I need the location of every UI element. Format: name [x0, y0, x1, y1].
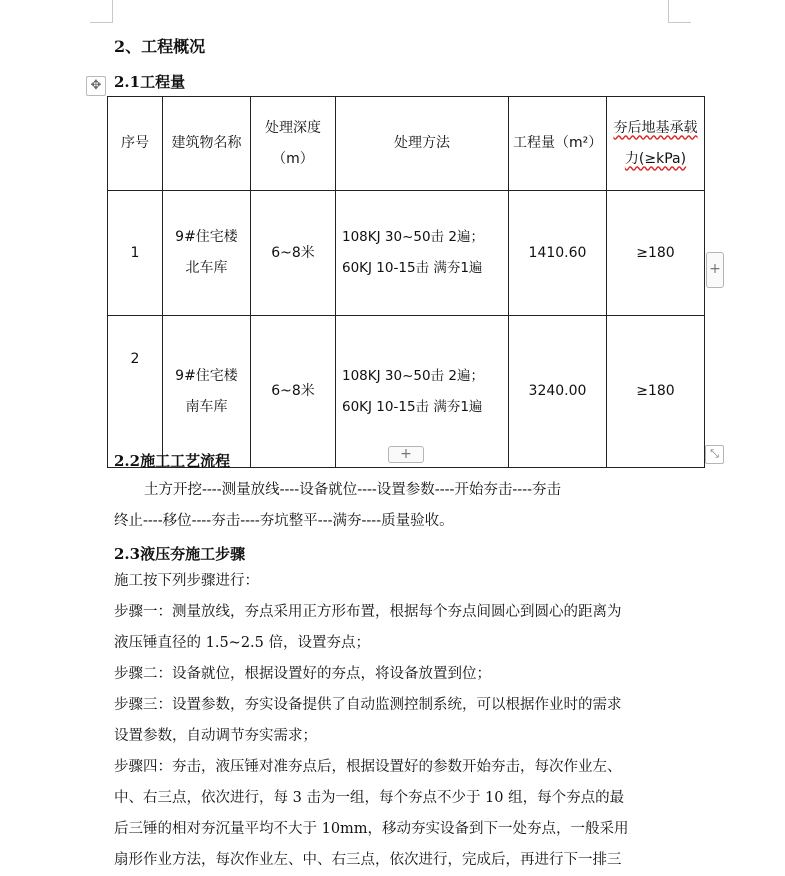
process-flow-paragraph	[114, 475, 674, 537]
table-resize-icon[interactable]: ⤡	[705, 445, 724, 464]
table-move-icon[interactable]: ✥	[86, 76, 106, 96]
cell-amount[interactable]: 3240.00	[509, 316, 607, 468]
cell-method-line1: 108KJ 30~50击 2遍；	[342, 367, 484, 384]
header-cell[interactable]: 处理方法	[336, 97, 509, 191]
step-four-line: 扇形作业方法，每次作业左、中、右三点，依次进行，完成后，再进行下一排三	[114, 852, 622, 868]
cell-building[interactable]	[163, 316, 251, 468]
step-four-line: 中、右三点，依次进行，每 3 击为一组，每个夯点不少于 10 组，每个夯点的最	[114, 790, 625, 806]
table-header-row	[108, 97, 705, 191]
cell-building-line2: 南车库	[185, 398, 228, 415]
header-cell[interactable]: 序号	[108, 97, 163, 191]
quantity-table	[107, 96, 705, 468]
cell-building-line1: 9#住宅楼	[175, 229, 238, 245]
cell-capacity[interactable]: ≥180	[607, 191, 705, 316]
header-cell[interactable]: 处理深度（m）	[251, 97, 336, 191]
header-cell-capacity[interactable]	[607, 97, 705, 191]
add-column-button[interactable]: +	[706, 252, 724, 288]
cell-building-line1: 9#住宅楼	[175, 367, 238, 384]
cell-capacity[interactable]: ≥180	[607, 316, 705, 468]
heading-process-flow: 2.2施工工艺流程	[114, 452, 231, 470]
heading-quantities: 2.1工程量	[114, 73, 186, 91]
add-row-button[interactable]: +	[388, 446, 424, 463]
page-corner-mark-left	[90, 0, 113, 23]
header-cell[interactable]: 建筑物名称	[163, 97, 251, 191]
header-cell-capacity-text: 夯后地基承载力(≥kPa)	[613, 119, 698, 167]
step-two-line: 步骤二：设备就位，根据设置好的夯点，将设备放置到位；	[114, 666, 491, 682]
cell-building-line2: 北车库	[185, 260, 228, 276]
header-cell[interactable]: 工程量（m²）	[509, 97, 607, 191]
cell-method[interactable]	[336, 191, 509, 316]
cell-depth[interactable]: 6~8米	[251, 191, 336, 316]
cell-method-line2: 60KJ 10-15击 满夯1遍	[342, 398, 483, 415]
table-row	[108, 191, 705, 316]
cell-depth[interactable]: 6~8米	[251, 316, 336, 468]
cell-method-line1: 108KJ 30~50击 2遍；	[342, 229, 484, 245]
cell-no[interactable]: 2	[108, 316, 163, 468]
cell-method-line2: 60KJ 10-15击 满夯1遍	[342, 260, 483, 276]
step-one-line: 步骤一：测量放线，夯点采用正方形布置，根据每个夯点间圆心到圆心的距离为	[114, 604, 622, 620]
step-four-line: 后三锤的相对夯沉量平均不大于 10mm，移动夯实设备到下一处夯点，一般采用	[114, 821, 629, 837]
cell-amount[interactable]: 1410.60	[509, 191, 607, 316]
flow-line: 土方开挖----测量放线----设备就位----设置参数----开始夯击----夯击	[144, 482, 561, 498]
step-one-line: 液压锤直径的 1.5~2.5 倍，设置夯点；	[114, 635, 370, 651]
step-three-line: 设置参数，自动调节夯实需求；	[114, 728, 317, 744]
step-three-line: 步骤三：设置参数，夯实设备提供了自动监测控制系统，可以根据作业时的需求	[114, 697, 622, 713]
steps-intro: 施工按下列步骤进行：	[114, 573, 259, 589]
construction-steps-paragraph	[114, 566, 674, 876]
cell-method[interactable]	[336, 316, 509, 468]
table-row	[108, 316, 705, 468]
page-corner-mark-right	[668, 0, 691, 23]
flow-line: 终止----移位----夯击----夯坑整平---满夯----质量验收。	[114, 513, 454, 529]
step-four-line: 步骤四：夯击，液压锤对准夯点后，根据设置好的参数开始夯击，每次作业左、	[114, 759, 622, 775]
heading-construction-steps: 2.3液压夯施工步骤	[114, 545, 246, 563]
cell-building[interactable]	[163, 191, 251, 316]
cell-no[interactable]: 1	[108, 191, 163, 316]
heading-engineering-overview: 2、工程概况	[114, 37, 206, 56]
